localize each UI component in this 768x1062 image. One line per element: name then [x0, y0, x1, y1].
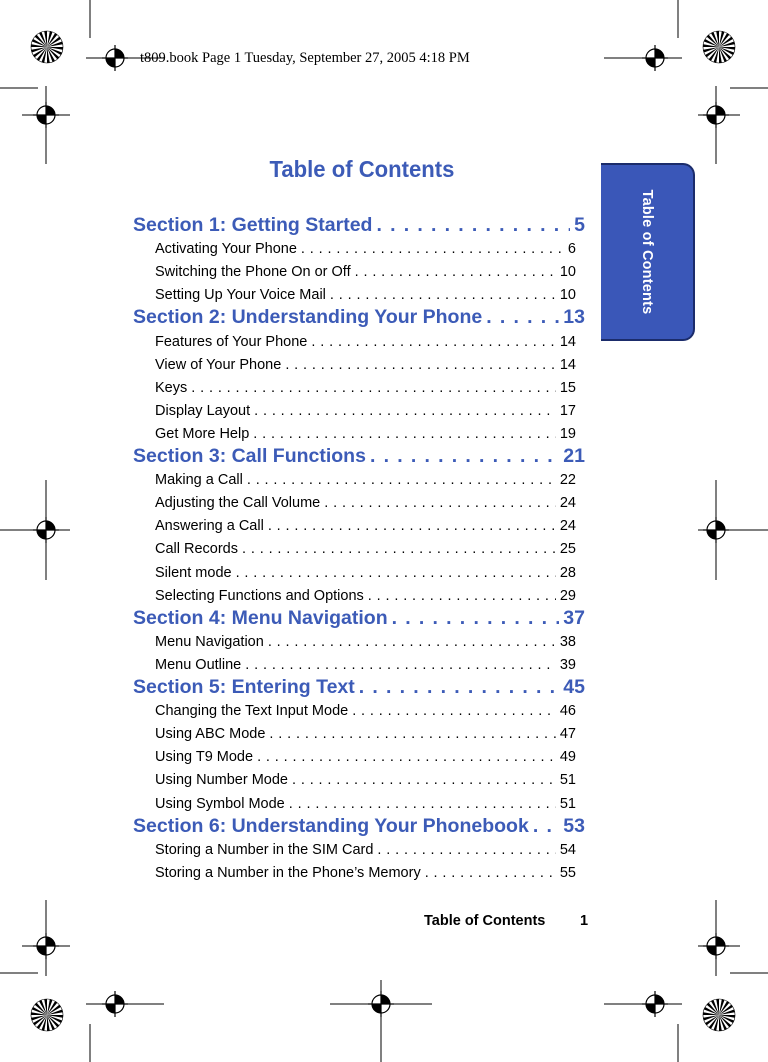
toc-item-entry[interactable] [155, 657, 576, 673]
dot-leader [245, 657, 556, 673]
toc-entry-label: Storing a Number in the Phone’s Memory [155, 864, 421, 881]
toc-entry-label: Making a Call [155, 472, 243, 489]
toc-entry-page: 25 [559, 541, 576, 558]
toc-entry-page: 55 [559, 864, 576, 881]
toc-section-entry[interactable] [133, 445, 585, 468]
toc-item-entry[interactable] [155, 634, 576, 650]
toc-section-entry[interactable] [133, 306, 585, 329]
toc-entry-page: 51 [559, 772, 576, 789]
toc-entry-page: 6 [567, 241, 576, 258]
dot-leader [533, 815, 559, 838]
dot-leader [242, 541, 556, 557]
toc-entry-page: 38 [559, 633, 576, 650]
toc-entry-label: Get More Help [155, 425, 250, 442]
toc-entry-label: Section 2: Understanding Your Phone [133, 306, 483, 329]
toc-entry-label: Menu Navigation [155, 633, 264, 650]
footer-page-number: 1 [580, 913, 589, 929]
dot-leader [191, 380, 556, 396]
dot-leader [253, 426, 556, 442]
toc-entry-page: 47 [559, 726, 576, 743]
toc-entry-page: 29 [559, 587, 576, 604]
toc-entry-label: Section 6: Understanding Your Phonebook [133, 814, 529, 837]
toc-item-entry[interactable] [155, 796, 576, 812]
toc-item-entry[interactable] [155, 426, 576, 442]
toc-section-entry[interactable] [133, 607, 585, 630]
toc-item-entry[interactable] [155, 334, 576, 350]
toc-item-entry[interactable] [155, 588, 576, 604]
page-title: Table of Contents [269, 156, 455, 182]
toc-entry-label: Section 4: Menu Navigation [133, 606, 388, 629]
toc-entry-page: 51 [559, 795, 576, 812]
toc-section-entry[interactable] [133, 676, 585, 699]
toc-item-entry[interactable] [155, 865, 576, 881]
toc-entry-label: Silent mode [155, 564, 232, 581]
toc-entry-label: Display Layout [155, 402, 251, 419]
toc-item-entry[interactable] [155, 541, 576, 557]
toc-section-entry[interactable] [133, 214, 585, 237]
dot-leader [376, 214, 570, 237]
dot-leader [269, 726, 555, 742]
toc-entry-page: 53 [563, 814, 585, 837]
dot-leader [311, 334, 555, 350]
toc-item-entry[interactable] [155, 264, 576, 280]
toc-item-entry[interactable] [155, 842, 576, 858]
dot-leader [247, 472, 556, 488]
dot-leader [368, 588, 556, 604]
dot-leader [254, 403, 556, 419]
dot-leader [324, 495, 556, 511]
toc-entry-page: 54 [559, 841, 576, 858]
toc-item-entry[interactable] [155, 726, 576, 742]
toc-entry-page: 17 [559, 402, 576, 419]
toc-entry-label: Section 5: Entering Text [133, 676, 355, 698]
toc-item-entry[interactable] [155, 703, 576, 719]
toc-entry-label: Using Symbol Mode [155, 795, 285, 812]
toc-entry-page: 49 [559, 749, 576, 766]
toc-item-entry[interactable] [155, 472, 576, 488]
toc-item-entry[interactable] [155, 403, 576, 419]
toc-entry-label: Changing the Text Input Mode [155, 703, 349, 720]
toc-item-entry[interactable] [155, 380, 576, 396]
toc-entry-label: Using Number Mode [155, 772, 288, 789]
dot-leader [359, 676, 560, 699]
toc-item-entry[interactable] [155, 495, 576, 511]
toc-entry-label: Switching the Phone On or Off [155, 264, 351, 281]
toc-entry-page: 21 [563, 445, 585, 467]
toc-item-entry[interactable] [155, 772, 576, 788]
toc-entry-page: 10 [559, 287, 576, 304]
dot-leader [257, 749, 556, 765]
chapter-side-tab [601, 163, 695, 341]
dot-leader [486, 306, 559, 329]
toc-entry-label: Section 1: Getting Started [133, 214, 373, 236]
toc-item-entry[interactable] [155, 518, 576, 534]
toc-entry-label: Answering a Call [155, 518, 264, 535]
toc-entry-page: 24 [559, 518, 576, 535]
toc-entry-page: 37 [563, 606, 585, 629]
book-info-header: t809.book Page 1 Tuesday, September 27, 2005 4:18 PM [140, 50, 470, 66]
toc-entry-label: Adjusting the Call Volume [155, 495, 321, 512]
toc-entry-page: 14 [559, 333, 576, 350]
dot-leader [268, 634, 556, 650]
dot-leader [301, 241, 564, 257]
dot-leader [352, 703, 556, 719]
toc-entry-label: Using T9 Mode [155, 749, 254, 766]
dot-leader [392, 607, 560, 630]
toc-entry-page: 39 [559, 656, 576, 673]
toc-entry-page: 19 [559, 425, 576, 442]
toc-entry-page: 46 [559, 703, 576, 720]
toc-item-entry[interactable] [155, 357, 576, 373]
toc-entry-label: Setting Up Your Voice Mail [155, 287, 326, 304]
toc-entry-label: Using ABC Mode [155, 726, 266, 743]
side-tab-label: Table of Contents [639, 189, 655, 315]
dot-leader [289, 796, 556, 812]
toc-entry-page: 45 [563, 676, 585, 698]
toc-item-entry[interactable] [155, 287, 576, 303]
footer-label: Table of Contents [424, 913, 546, 929]
toc-entry-label: Storing a Number in the SIM Card [155, 841, 374, 858]
dot-leader [236, 565, 556, 581]
toc-item-entry[interactable] [155, 749, 576, 765]
toc-entry-page: 14 [559, 356, 576, 373]
dot-leader [268, 518, 556, 534]
dot-leader [425, 865, 556, 881]
toc-entry-label: Selecting Functions and Options [155, 587, 364, 604]
toc-entry-label: Activating Your Phone [155, 241, 297, 258]
dot-leader [330, 287, 556, 303]
toc-entry-page: 24 [559, 495, 576, 512]
toc-entry-page: 10 [559, 264, 576, 281]
toc-item-entry[interactable] [155, 241, 576, 257]
toc-entry-label: Call Records [155, 541, 238, 558]
dot-leader [355, 264, 556, 280]
toc-entry-label: Keys [155, 379, 188, 396]
toc-entry-page: 28 [559, 564, 576, 581]
dot-leader [370, 445, 559, 468]
toc-entry-label: Menu Outline [155, 656, 242, 673]
toc-entry-label: View of Your Phone [155, 356, 282, 373]
toc-entry-page: 15 [559, 379, 576, 396]
toc-entry-page: 22 [559, 472, 576, 489]
toc-entry-label: Section 3: Call Functions [133, 445, 366, 467]
toc-entry-page: 13 [563, 306, 585, 329]
toc-entry-label: Features of Your Phone [155, 333, 308, 350]
dot-leader [292, 772, 556, 788]
toc-item-entry[interactable] [155, 565, 576, 581]
dot-leader [377, 842, 555, 858]
dot-leader [285, 357, 556, 373]
toc-section-entry[interactable] [133, 815, 585, 838]
toc-entry-page: 5 [574, 214, 585, 236]
